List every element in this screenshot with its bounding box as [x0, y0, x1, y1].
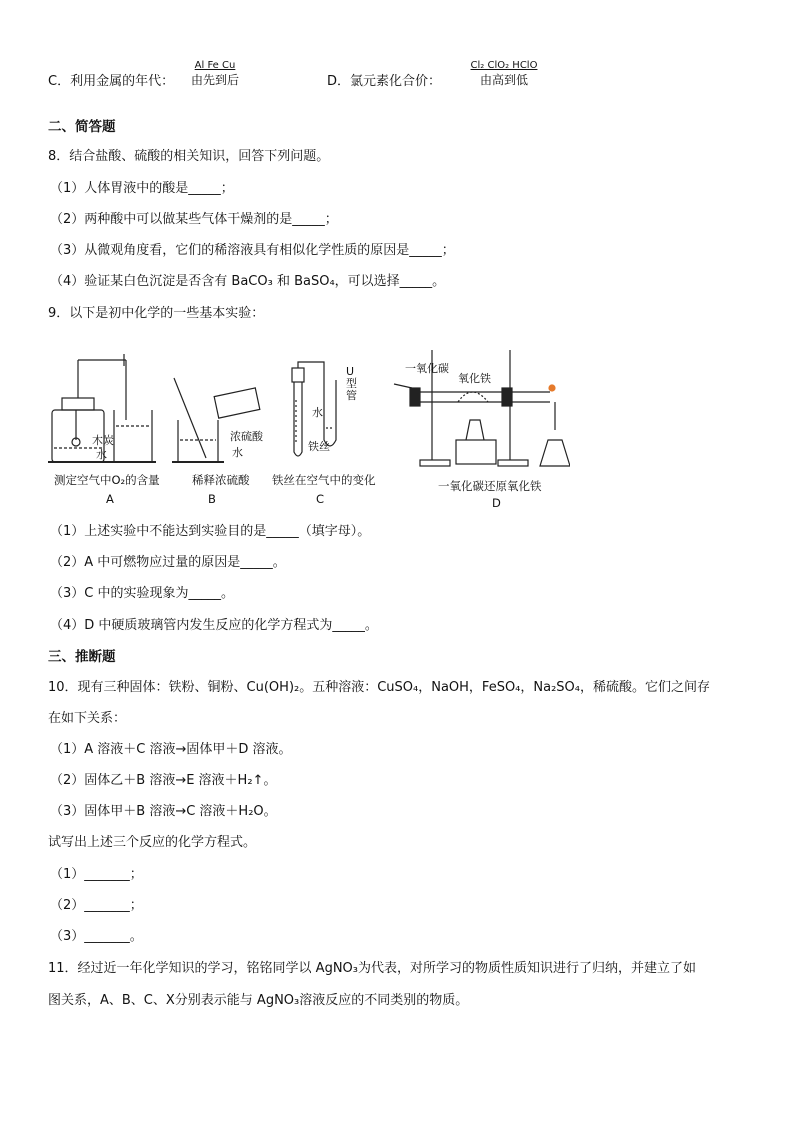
q10-stem-2: 在如下关系： [48, 711, 127, 726]
label-b-water: 水 [232, 446, 243, 459]
label-c-water: 水 [312, 406, 323, 419]
q10-answer-1: （1）_______； [50, 867, 143, 882]
caption-c: 铁丝在空气中的变化 [272, 473, 376, 487]
option-d [327, 70, 441, 89]
q9-part-2: （2）A 中可燃物应过量的原因是_____。 [50, 555, 286, 570]
option-d-scale-top: Cl₂ ClO₂ HClO [470, 60, 538, 71]
caption-a: 测定空气中O₂的含量 [54, 473, 160, 487]
q8-part-3: （3）从微观角度看，它们的稀溶液具有相似化学性质的原因是_____； [50, 243, 455, 258]
experiment-figure [40, 340, 570, 515]
option-c-scale-top: Al Fe Cu [194, 60, 236, 71]
label-d-co: 一氧化碳 [405, 362, 449, 375]
q8-part-2: （2）两种酸中可以做某些气体干燥剂的是_____； [50, 212, 338, 227]
q9-stem: 9．以下是初中化学的一些基本实验： [48, 306, 265, 321]
letter-b: B [208, 492, 216, 506]
q8-part-1: （1）人体胃液中的酸是_____； [50, 181, 234, 196]
apparatus-b [172, 378, 260, 462]
q10-ask: 试写出上述三个反应的化学方程式。 [48, 835, 257, 850]
label-c-utube: U型管 [346, 365, 357, 402]
label-a-water: 水 [96, 448, 107, 461]
label-b-acid: 浓硫酸 [230, 430, 263, 443]
q9-part-1: （1）上述实验中不能达到实验目的是_____（填字母）。 [50, 524, 371, 539]
option-d-scale [448, 60, 560, 88]
section-title-3: 三、推断题 [48, 649, 116, 665]
label-c-iron-wire: 铁丝 [308, 440, 330, 453]
q10-relation-3: （3）固体甲＋B 溶液→C 溶液＋H₂O。 [50, 804, 277, 819]
q10-relation-2: （2）固体乙＋B 溶液→E 溶液＋H₂↑。 [50, 773, 277, 788]
q9-part-4: （4）D 中硬质玻璃管内发生反应的化学方程式为_____。 [50, 618, 378, 633]
q9-part-3: （3）C 中的实验现象为_____。 [50, 586, 234, 601]
option-d-label: D．氯元素化合价： [327, 74, 442, 89]
q10-relation-1: （1）A 溶液＋C 溶液→固体甲＋D 溶液。 [50, 742, 292, 757]
q10-stem-1: 10．现有三种固体：铁粉、铜粉、Cu(OH)₂。五种溶液：CuSO₄，NaOH，FeSO₄，Na₂SO₄，稀硫酸。它们之间存 [48, 680, 710, 695]
section-title: 二、简答题 [48, 119, 116, 135]
q10-answer-2: （2）_______； [50, 898, 143, 913]
letter-c: C [316, 492, 325, 506]
q10-answer-3: （3）_______。 [50, 929, 143, 944]
letter-a: A [106, 492, 114, 506]
q11-line-1: 11．经过近一年化学知识的学习，铭铭同学以 AgNO₃为代表，对所学习的物质性质知识进行了归纳，并建立了如 [48, 961, 696, 976]
label-d-fe2o3: 氧化铁 [458, 372, 491, 385]
letter-d: D [492, 496, 501, 510]
option-c-label: C．利用金属的年代： [48, 74, 175, 89]
caption-d: 一氧化碳还原氧化铁 [438, 479, 542, 493]
caption-b: 稀释浓硫酸 [192, 473, 250, 487]
q11-line-2: 图关系，A、B、C、X分别表示能与 AgNO₃溶液反应的不同类别的物质。 [48, 993, 469, 1008]
q8-stem: 8．结合盐酸、硫酸的相关知识，回答下列问题。 [48, 149, 330, 164]
option-c [48, 70, 174, 89]
option-c-scale-bottom: 由先到后 [190, 73, 239, 87]
option-d-scale-bottom: 由高到低 [479, 73, 528, 87]
label-a-charcoal: 木炭 [92, 434, 114, 447]
q8-part-4: （4）验证某白色沉淀是否含有 BaCO₃ 和 BaSO₄，可以选择_____。 [50, 274, 446, 289]
option-c-scale [184, 60, 246, 88]
